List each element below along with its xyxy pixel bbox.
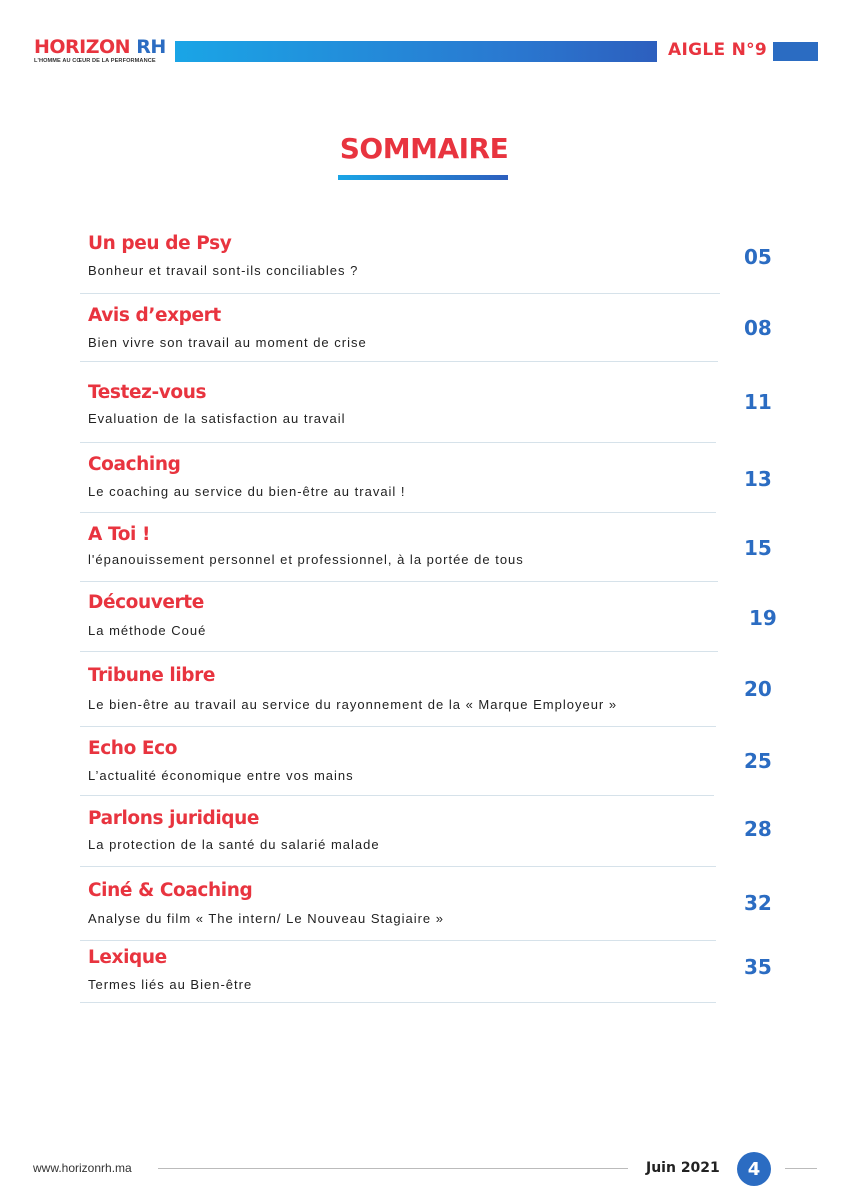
logo-word-rh: RH	[136, 36, 166, 58]
toc-page-number: 25	[744, 749, 772, 773]
toc-separator	[80, 726, 716, 727]
horizon-rh-logo	[34, 37, 174, 65]
toc-heading: Lexique	[88, 947, 167, 968]
toc-separator	[80, 651, 718, 652]
toc-heading: Testez-vous	[88, 382, 207, 403]
logo-tagline: L'HOMME AU CŒUR DE LA PERFORMANCE	[34, 58, 156, 64]
toc-page-number: 19	[749, 606, 777, 630]
toc-subtitle: Le coaching au service du bien-être au travail !	[88, 484, 406, 499]
toc-separator	[80, 795, 714, 796]
toc-heading: Avis d’expert	[88, 305, 221, 326]
toc-heading: Ciné & Coaching	[88, 880, 253, 901]
issue-accent-box	[773, 42, 818, 61]
footer-divider	[158, 1168, 628, 1169]
title-underline	[338, 175, 508, 180]
toc-page-number: 08	[744, 316, 772, 340]
issue-label: AIGLE N°9	[668, 40, 768, 60]
toc-page-number: 13	[744, 467, 772, 491]
toc-heading: Découverte	[88, 592, 204, 613]
toc-subtitle: Bien vivre son travail au moment de crise	[88, 335, 367, 350]
toc-page-number: 11	[744, 390, 772, 414]
header-gradient-bar	[175, 41, 657, 62]
toc-subtitle: l'épanouissement personnel et professionnel, à la portée de tous	[88, 552, 524, 567]
page-title: SOMMAIRE	[339, 132, 509, 165]
footer-date: Juin 2021	[646, 1160, 720, 1176]
toc-page-number: 05	[744, 245, 772, 269]
toc-subtitle: Termes liés au Bien-être	[88, 977, 253, 992]
toc-subtitle: La protection de la santé du salarié malade	[88, 837, 380, 852]
toc-separator	[80, 361, 718, 362]
toc-subtitle: Evaluation de la satisfaction au travail	[88, 411, 346, 426]
toc-heading: Un peu de Psy	[88, 233, 232, 254]
toc-heading: Coaching	[88, 454, 181, 475]
toc-separator	[80, 866, 716, 867]
toc-subtitle: Bonheur et travail sont-ils conciliables ?	[88, 263, 359, 278]
toc-subtitle: Le bien-être au travail au service du rayonnement de la « Marque Employeur »	[88, 697, 618, 712]
toc-separator	[80, 293, 720, 294]
toc-separator	[80, 512, 716, 513]
toc-subtitle: Analyse du film « The intern/ Le Nouveau Stagiaire »	[88, 911, 444, 926]
toc-page-number: 28	[744, 817, 772, 841]
toc-heading: A Toi !	[88, 524, 151, 545]
footer-divider-right	[785, 1168, 817, 1169]
toc-separator	[80, 442, 716, 443]
toc-subtitle: L’actualité économique entre vos mains	[88, 768, 354, 783]
toc-page-number: 35	[744, 955, 772, 979]
toc-separator	[80, 940, 716, 941]
toc-heading: Parlons juridique	[88, 808, 260, 829]
toc-heading: Tribune libre	[88, 665, 216, 686]
toc-heading: Echo Eco	[88, 738, 178, 759]
logo-wordmark	[34, 37, 174, 57]
logo-word-horizon: HORIZON	[34, 36, 131, 58]
toc-separator	[80, 1002, 716, 1003]
toc-page-number: 32	[744, 891, 772, 915]
footer-page-number: 4	[737, 1152, 771, 1186]
footer-website[interactable]: www.horizonrh.ma	[33, 1161, 132, 1175]
toc-subtitle: La méthode Coué	[88, 623, 207, 638]
toc-separator	[80, 581, 718, 582]
toc-page-number: 20	[744, 677, 772, 701]
toc-page-number: 15	[744, 536, 772, 560]
